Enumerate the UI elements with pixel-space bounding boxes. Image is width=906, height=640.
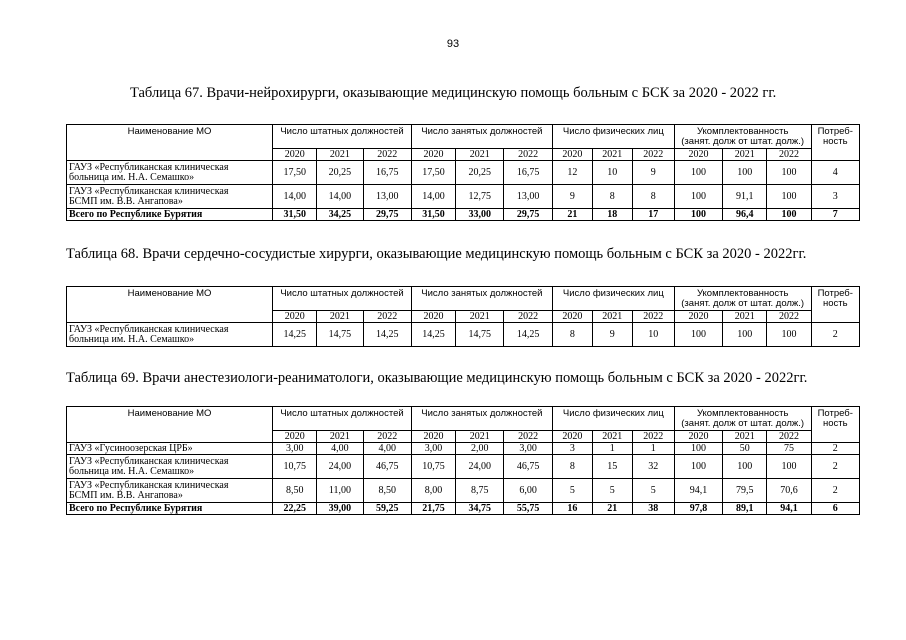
col-header-staffing-line1: Укомплектованность [696,126,789,137]
row-name [67,479,273,503]
table-cell: 46,75 [504,455,552,479]
row-name-line: ГАУЗ «Республиканская клиническая [69,161,229,173]
table-cell: 100 [723,323,767,347]
table-cell: 1 [592,443,632,455]
table-cell: 5 [632,479,674,503]
table-cell: 12,75 [456,185,504,209]
year-header: 2022 [504,311,552,323]
row-name-line: БСМП им. В.В. Ангапова» [69,195,183,207]
year-header: 2020 [273,149,317,161]
table-cell: 16,75 [363,161,411,185]
total-row [67,503,860,515]
table-cell: 100 [674,161,722,185]
table-cell: 9 [632,161,674,185]
year-header: 2020 [674,311,722,323]
year-header: 2022 [504,149,552,161]
table-cell: 8 [632,185,674,209]
year-header: 2021 [592,431,632,443]
table-row [67,323,860,347]
table-cell: 1 [632,443,674,455]
total-cell: 17 [632,209,674,221]
row-name-line: больница им. Н.А. Семашко» [69,171,195,183]
table-cell: 79,5 [723,479,767,503]
table-cell: 5 [552,479,592,503]
table-cell: 75 [767,443,811,455]
total-cell: 100 [674,209,722,221]
table-cell: 13,00 [363,185,411,209]
col-header-occupied: Число занятых должностей [411,287,552,311]
table-cell: 9 [592,323,632,347]
row-name [67,161,273,185]
table-cell: 16,75 [504,161,552,185]
table-cell: 20,25 [456,161,504,185]
row-name-line: ГАУЗ «Республиканская клиническая [69,185,229,197]
table-cell: 8 [592,185,632,209]
row-name-line: ГАУЗ «Республиканская клиническая [69,323,229,335]
year-header: 2021 [723,311,767,323]
col-header-staffing [674,407,811,431]
year-header: 2021 [456,149,504,161]
year-header: 2021 [592,311,632,323]
table-cell: 6,00 [504,479,552,503]
table-cell: 17,50 [411,161,455,185]
col-header-need-line2: ность [822,418,848,429]
year-header: 2020 [674,149,722,161]
year-header: 2022 [767,431,811,443]
table-68 [66,286,860,347]
row-name [67,443,273,455]
table-cell: 8 [552,455,592,479]
total-cell: 96,4 [723,209,767,221]
table-cell: 2 [811,443,859,455]
total-cell: 94,1 [767,503,811,515]
table-cell: 14,25 [411,323,455,347]
table-row [67,479,860,503]
header-row [67,407,860,431]
table-cell: 14,00 [411,185,455,209]
table-cell: 12 [552,161,592,185]
header-row [67,125,860,149]
col-header-name: Наименование МО [67,407,273,443]
table-cell: 100 [674,443,722,455]
total-cell: 21 [592,503,632,515]
year-header: 2020 [273,431,317,443]
col-header-physical: Число физических лиц [552,125,674,149]
table-cell: 3 [552,443,592,455]
year-header: 2020 [411,311,455,323]
total-cell: 59,25 [363,503,411,515]
total-row [67,209,860,221]
row-name-line: БСМП им. В.В. Ангапова» [69,489,183,501]
table-cell: 100 [767,323,811,347]
table-cell: 2,00 [456,443,504,455]
table-cell: 24,00 [317,455,363,479]
year-header: 2022 [767,311,811,323]
table-67 [66,124,860,221]
table-cell: 10 [592,161,632,185]
table-cell: 4 [811,161,859,185]
col-header-staff: Число штатных должностей [273,125,412,149]
col-header-need-line1: Потреб- [817,288,853,299]
year-header: 2022 [363,149,411,161]
year-header: 2021 [456,431,504,443]
year-header: 2022 [632,311,674,323]
table-cell: 15 [592,455,632,479]
total-cell: 29,75 [504,209,552,221]
total-cell: 55,75 [504,503,552,515]
year-header: 2020 [552,311,592,323]
year-header: 2020 [674,431,722,443]
year-header: 2020 [411,431,455,443]
table-cell: 3,00 [411,443,455,455]
table-67-caption: Таблица 67. Врачи-нейрохирурги, оказывающие медицинскую помощь больным с БСК за 2020 - 2022 гг. [130,85,777,101]
year-header: 2021 [317,431,363,443]
table-cell: 100 [674,323,722,347]
col-header-staff: Число штатных должностей [273,287,412,311]
table-cell: 46,75 [363,455,411,479]
table-cell: 2 [811,455,859,479]
table-cell: 2 [811,479,859,503]
year-header: 2020 [273,311,317,323]
total-cell: 34,25 [317,209,363,221]
total-cell: 29,75 [363,209,411,221]
table-cell: 11,00 [317,479,363,503]
total-row-name: Всего по Республике Бурятия [67,209,273,221]
table-row [67,443,860,455]
year-header: 2020 [552,431,592,443]
total-cell: 31,50 [411,209,455,221]
table-cell: 14,00 [317,185,363,209]
total-cell: 33,00 [456,209,504,221]
table-row [67,185,860,209]
table-cell: 9 [552,185,592,209]
table-cell: 3 [811,185,859,209]
year-header: 2021 [317,149,363,161]
col-header-occupied: Число занятых должностей [411,407,552,431]
table-cell: 100 [767,455,811,479]
total-cell: 31,50 [273,209,317,221]
col-header-staff: Число штатных должностей [273,407,412,431]
row-name-line: ГАУЗ «Гусиноозерская ЦРБ» [69,442,193,454]
table-cell: 4,00 [363,443,411,455]
total-cell: 7 [811,209,859,221]
col-header-staffing-line2: (занят. долж от штат. долж.) [681,136,805,147]
header-row [67,287,860,311]
table-cell: 5 [592,479,632,503]
total-row-name: Всего по Республике Бурятия [67,503,273,515]
table-row [67,455,860,479]
table-69 [66,406,860,515]
table-cell: 14,25 [363,323,411,347]
table-cell: 94,1 [674,479,722,503]
table-cell: 8,50 [363,479,411,503]
page-number: 93 [446,38,460,50]
table-cell: 14,00 [273,185,317,209]
year-header: 2022 [632,149,674,161]
table-cell: 2 [811,323,859,347]
col-header-name: Наименование МО [67,125,273,161]
col-header-need [811,125,859,161]
table-cell: 100 [674,455,722,479]
col-header-occupied: Число занятых должностей [411,125,552,149]
year-header: 2021 [317,311,363,323]
table-cell: 3,00 [273,443,317,455]
year-header: 2022 [767,149,811,161]
table-cell: 10,75 [273,455,317,479]
year-header: 2021 [592,149,632,161]
table-cell: 8 [552,323,592,347]
table-cell: 14,75 [317,323,363,347]
table-cell: 24,00 [456,455,504,479]
table-cell: 32 [632,455,674,479]
total-cell: 38 [632,503,674,515]
total-cell: 89,1 [723,503,767,515]
col-header-need-line2: ность [822,136,848,147]
total-cell: 21 [552,209,592,221]
row-name [67,185,273,209]
total-cell: 22,25 [273,503,317,515]
table-cell: 14,75 [456,323,504,347]
col-header-physical: Число физических лиц [552,407,674,431]
table-cell: 10,75 [411,455,455,479]
col-header-need [811,287,859,323]
table-cell: 70,6 [767,479,811,503]
table-cell: 4,00 [317,443,363,455]
table-68-caption: Таблица 68. Врачи сердечно-сосудистые хирурги, оказывающие медицинскую помощь больным с БСК за 2020 - 2022гг. [66,246,807,262]
total-cell: 97,8 [674,503,722,515]
row-name [67,323,273,347]
table-cell: 100 [674,185,722,209]
total-cell: 34,75 [456,503,504,515]
table-cell: 91,1 [723,185,767,209]
col-header-staffing-line2: (занят. долж от штат. долж.) [681,418,805,429]
total-cell: 100 [767,209,811,221]
table-cell: 8,75 [456,479,504,503]
col-header-staffing [674,125,811,149]
col-header-name: Наименование МО [67,287,273,323]
col-header-need-line1: Потреб- [817,126,853,137]
table-cell: 50 [723,443,767,455]
year-header: 2022 [504,431,552,443]
row-name-line: ГАУЗ «Республиканская клиническая [69,455,229,467]
row-name-line: ГАУЗ «Республиканская клиническая [69,479,229,491]
year-header: 2021 [723,149,767,161]
total-cell: 39,00 [317,503,363,515]
table-cell: 100 [723,455,767,479]
year-header: 2022 [363,311,411,323]
table-cell: 10 [632,323,674,347]
col-header-physical: Число физических лиц [552,287,674,311]
table-cell: 100 [767,185,811,209]
total-cell: 16 [552,503,592,515]
year-header: 2020 [552,149,592,161]
table-cell: 8,00 [411,479,455,503]
year-header: 2022 [632,431,674,443]
year-header: 2021 [456,311,504,323]
table-cell: 20,25 [317,161,363,185]
col-header-staffing-line1: Укомплектованность [696,408,789,419]
row-name-line: больница им. Н.А. Семашко» [69,333,195,345]
year-header: 2021 [723,431,767,443]
col-header-staffing-line2: (занят. долж от штат. долж.) [681,298,805,309]
total-cell: 21,75 [411,503,455,515]
year-header: 2020 [411,149,455,161]
table-cell: 8,50 [273,479,317,503]
col-header-staffing [674,287,811,311]
table-cell: 3,00 [504,443,552,455]
table-cell: 100 [767,161,811,185]
col-header-need-line2: ность [822,298,848,309]
table-row [67,161,860,185]
table-cell: 13,00 [504,185,552,209]
col-header-need-line1: Потреб- [817,408,853,419]
total-cell: 6 [811,503,859,515]
total-cell: 18 [592,209,632,221]
table-cell: 14,25 [273,323,317,347]
table-69-caption: Таблица 69. Врачи анестезиологи-реаниматологи, оказывающие медицинскую помощь больным с БСК за 2020 - 2022гг. [66,370,808,386]
table-cell: 17,50 [273,161,317,185]
col-header-need [811,407,859,443]
row-name-line: больница им. Н.А. Семашко» [69,465,195,477]
col-header-staffing-line1: Укомплектованность [696,288,789,299]
table-cell: 100 [723,161,767,185]
year-header: 2022 [363,431,411,443]
row-name [67,455,273,479]
table-cell: 14,25 [504,323,552,347]
